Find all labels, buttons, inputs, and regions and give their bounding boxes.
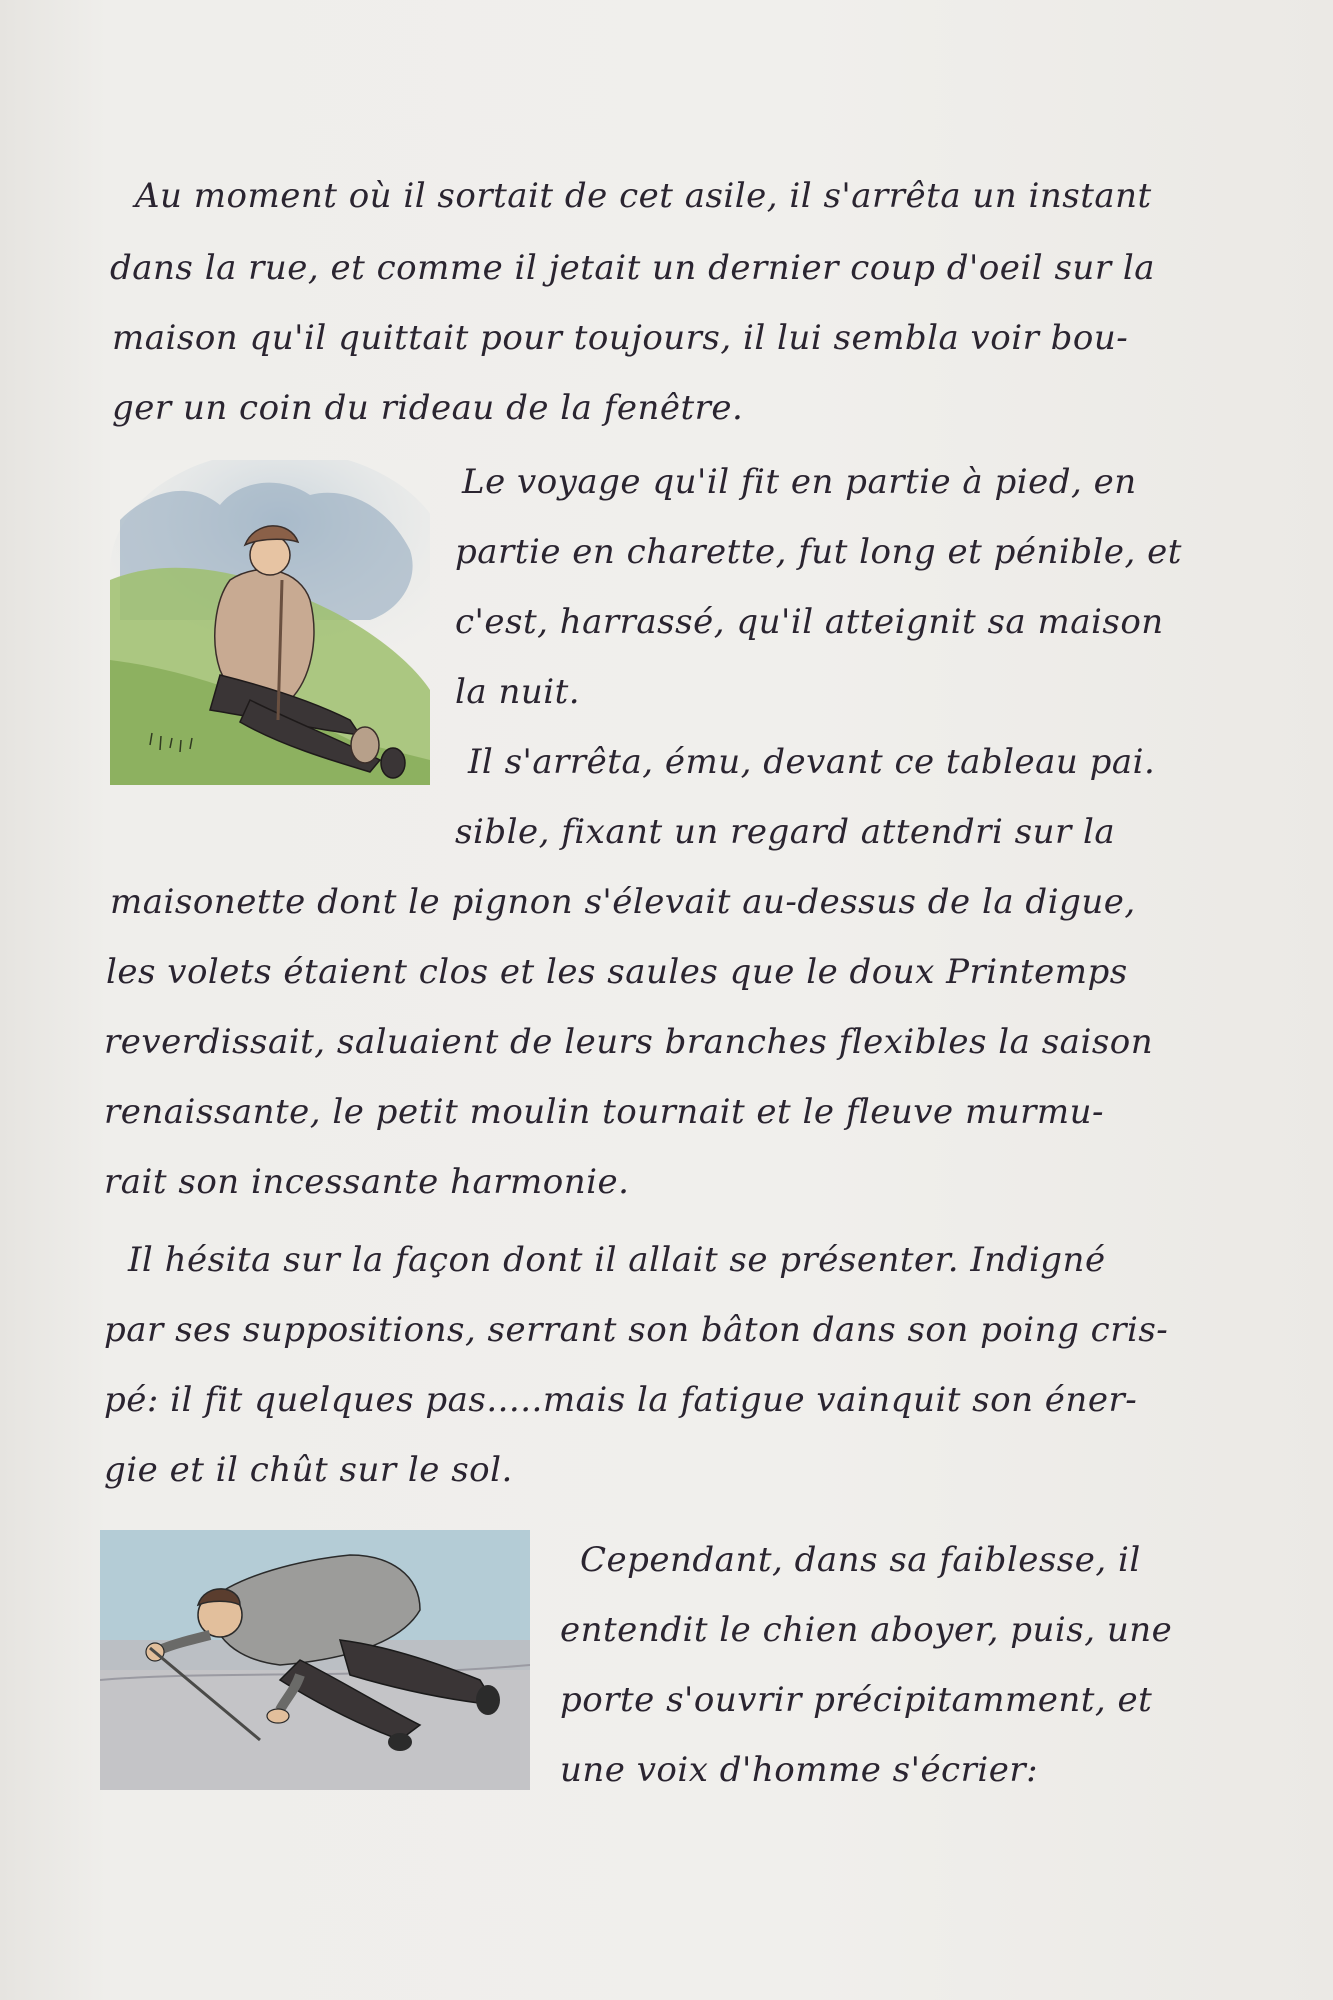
- text-line: ger un coin du rideau de la fenêtre.: [112, 388, 744, 428]
- illustration-fallen-man: [100, 1530, 530, 1790]
- text-line: c'est, harrassé, qu'il atteignit sa maison: [455, 602, 1164, 642]
- text-line: maison qu'il quittait pour toujours, il lui sembla voir bou-: [112, 318, 1129, 358]
- text-line: Il s'arrêta, ému, devant ce tableau pai.: [468, 742, 1156, 782]
- text-line: par ses suppositions, serrant son bâton dans son poing cris-: [104, 1310, 1169, 1350]
- text-line: renaissante, le petit moulin tournait et le fleuve murmu-: [104, 1092, 1104, 1132]
- text-line: rait son incessante harmonie.: [104, 1162, 630, 1202]
- text-line: reverdissait, saluaient de leurs branches flexibles la saison: [104, 1022, 1154, 1062]
- text-line: une voix d'homme s'écrier:: [560, 1750, 1039, 1790]
- text-line: Cependant, dans sa faiblesse, il: [580, 1540, 1141, 1580]
- text-line: la nuit.: [455, 672, 581, 712]
- text-line: maisonette dont le pignon s'élevait au-dessus de la digue,: [110, 882, 1136, 922]
- text-line: porte s'ouvrir précipitamment, et: [560, 1680, 1153, 1720]
- text-line: entendit le chien aboyer, puis, une: [560, 1610, 1173, 1650]
- text-line: sible, fixant un regard attendri sur la: [455, 812, 1116, 852]
- text-line: partie en charette, fut long et pénible, et: [455, 532, 1182, 572]
- text-line: les volets étaient clos et les saules que le doux Printemps: [106, 952, 1128, 992]
- text-line: pé: il fit quelques pas.....mais la fatigue vainquit son éner-: [104, 1380, 1138, 1420]
- text-line: dans la rue, et comme il jetait un dernier coup d'oeil sur la: [110, 248, 1156, 288]
- text-line: Le voyage qu'il fit en partie à pied, en: [462, 462, 1137, 502]
- text-line: Au moment où il sortait de cet asile, il s'arrêta un instant: [135, 176, 1152, 216]
- illustration-seated-man: [110, 460, 430, 785]
- text-line: gie et il chût sur le sol.: [104, 1450, 513, 1490]
- text-line: Il hésita sur la façon dont il allait se présenter. Indigné: [128, 1240, 1106, 1280]
